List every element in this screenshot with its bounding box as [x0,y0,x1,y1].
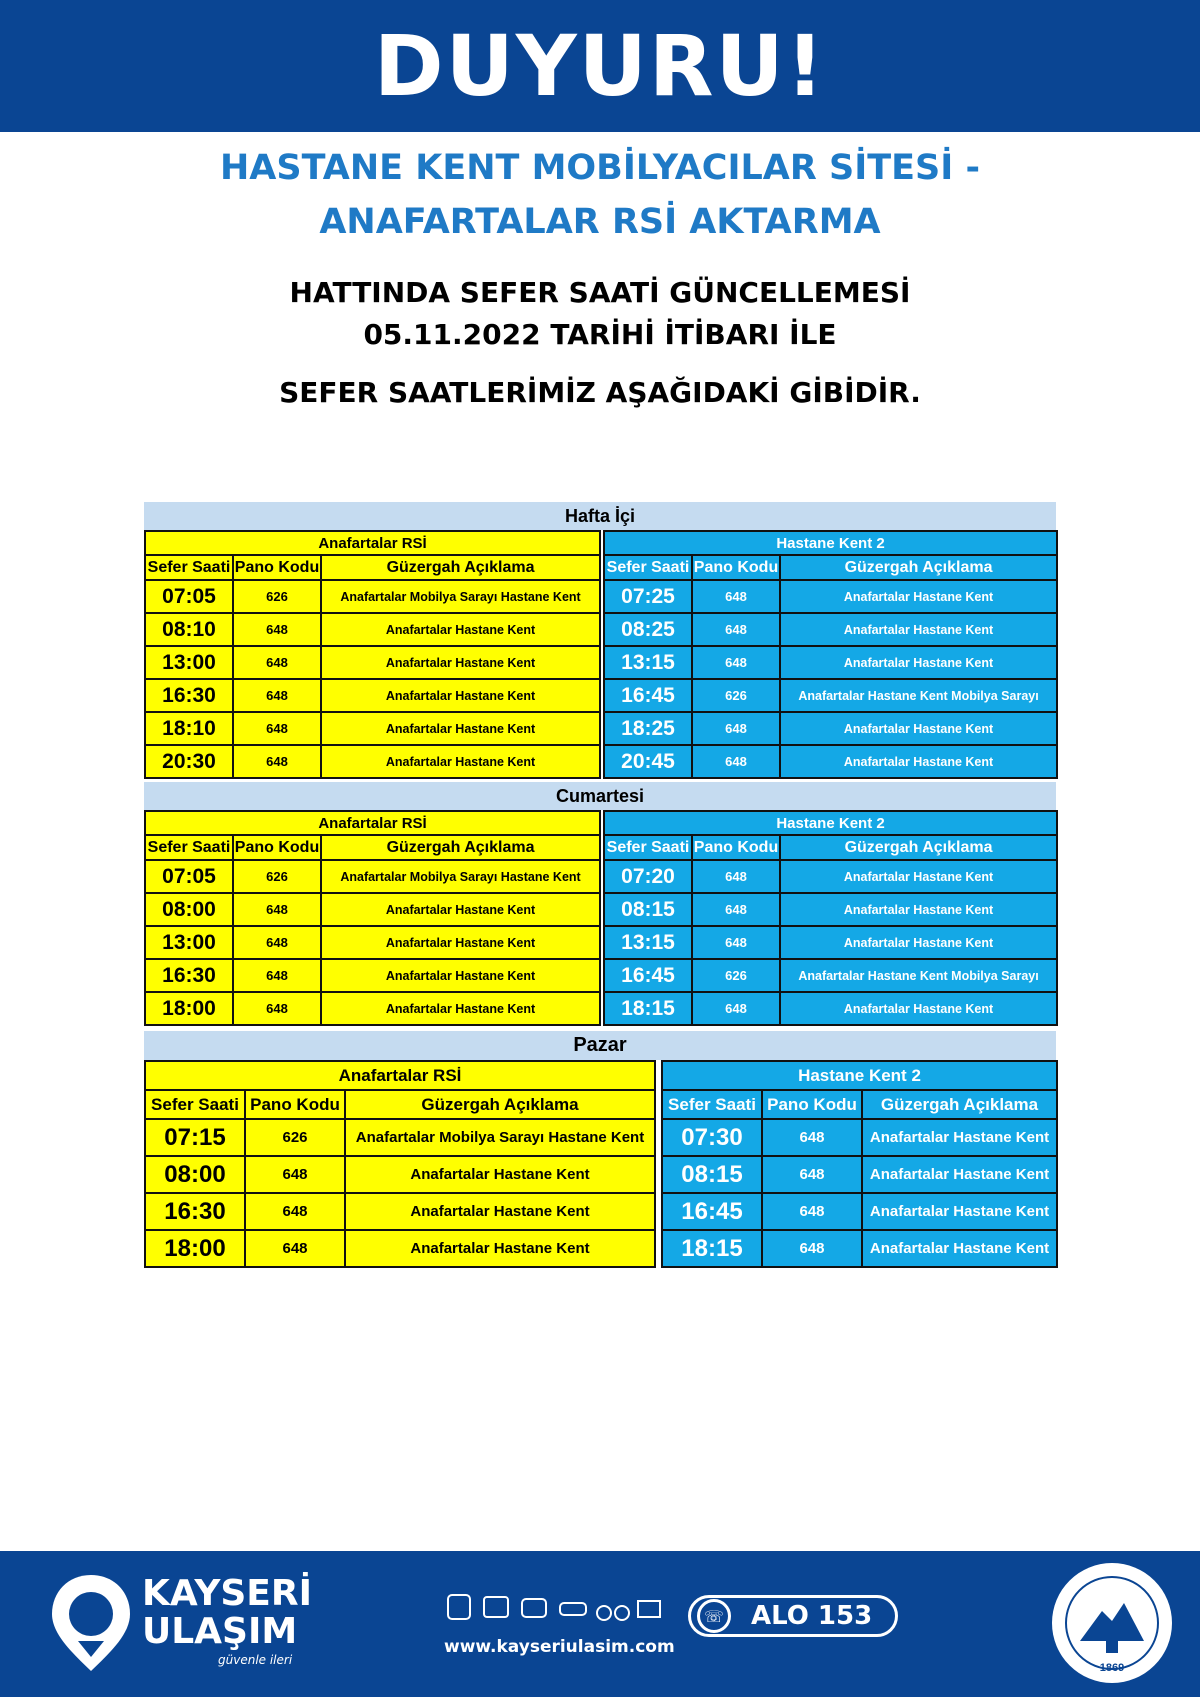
board-code: 648 [762,1119,862,1156]
departure-time: 16:30 [145,679,233,712]
footer [0,1551,1200,1697]
board-code: 648 [233,959,321,992]
municipality-seal-icon [1050,1561,1174,1685]
route-description: Anafartalar Hastane Kent [780,712,1057,745]
timetable-sunday-right [661,1060,1058,1268]
subtitle-3: SEFER SAATLERİMİZ AŞAĞIDAKİ GİBİDİR. [279,376,921,409]
brand-line-1: KAYSERİ [142,1573,313,1614]
departure-time: 18:10 [145,712,233,745]
departure-time: 07:25 [604,580,692,613]
table-row [604,926,1057,959]
route-description: Anafartalar Mobilya Sarayı Hastane Kent [345,1119,655,1156]
board-code: 648 [233,926,321,959]
slogan: güvenle ileri [218,1653,293,1667]
table-row [145,580,600,613]
board-code: 648 [692,613,780,646]
column-header-code: Pano Kodu [233,555,321,580]
route-description: Anafartalar Hastane Kent [780,992,1057,1025]
station-name: Anafartalar RSİ [145,1061,655,1090]
board-code: 648 [245,1156,345,1193]
board-code: 648 [692,893,780,926]
departure-time: 20:45 [604,745,692,778]
table-row [604,646,1057,679]
column-header-code: Pano Kodu [245,1090,345,1119]
board-code: 626 [233,860,321,893]
route-description: Anafartalar Hastane Kent [780,893,1057,926]
route-description: Anafartalar Hastane Kent [321,679,600,712]
departure-time: 16:30 [145,1193,245,1230]
route-description: Anafartalar Hastane Kent [780,860,1057,893]
timetable-saturday-right [603,810,1058,1026]
timetable-sunday-left [144,1060,656,1268]
departure-time: 20:30 [145,745,233,778]
table-row [662,1230,1057,1267]
column-header-time: Sefer Saati [604,555,692,580]
table-row [145,1193,655,1230]
section-title-sunday: Pazar [144,1031,1056,1060]
subtitle-2: 05.11.2022 TARİHİ İTİBARI İLE [363,318,837,351]
announcement-title: DUYURU! [373,17,827,115]
column-header-time: Sefer Saati [145,1090,245,1119]
departure-time: 08:15 [662,1156,762,1193]
board-code: 648 [692,646,780,679]
location-pin-logo-icon [48,1571,134,1675]
route-description: Anafartalar Hastane Kent [321,613,600,646]
departure-time: 08:25 [604,613,692,646]
departure-time: 18:15 [662,1230,762,1267]
route-description: Anafartalar Mobilya Sarayı Hastane Kent [321,860,600,893]
board-code: 648 [762,1193,862,1230]
column-header-route: Güzergah Açıklama [862,1090,1057,1119]
table-row [604,613,1057,646]
departure-time: 13:00 [145,646,233,679]
line-name-1: HASTANE KENT MOBİLYACILAR SİTESİ - [219,148,980,188]
station-name: Hastane Kent 2 [604,531,1057,555]
board-code: 648 [233,679,321,712]
board-code: 648 [245,1230,345,1267]
station-name: Anafartalar RSİ [145,811,600,835]
route-description: Anafartalar Hastane Kent [862,1119,1057,1156]
route-description: Anafartalar Hastane Kent Mobilya Sarayı [780,959,1057,992]
departure-time: 16:30 [145,959,233,992]
section-title-weekday: Hafta İçi [144,502,1056,530]
table-row [604,712,1057,745]
table-row [604,580,1057,613]
timetable-weekday-right [603,530,1058,779]
table-row [145,646,600,679]
departure-time: 07:05 [145,580,233,613]
column-header-code: Pano Kodu [692,835,780,860]
board-code: 648 [692,712,780,745]
table-row [145,860,600,893]
board-code: 648 [233,992,321,1025]
departure-time: 16:45 [604,679,692,712]
board-code: 648 [233,646,321,679]
table-row [604,679,1057,712]
board-code: 648 [762,1230,862,1267]
route-description: Anafartalar Hastane Kent [780,926,1057,959]
board-code: 648 [692,580,780,613]
table-row [604,893,1057,926]
board-code: 648 [692,926,780,959]
timetable-saturday-left [144,810,601,1026]
departure-time: 18:25 [604,712,692,745]
board-code: 626 [692,679,780,712]
board-code: 626 [233,580,321,613]
table-row [145,712,600,745]
board-code: 626 [692,959,780,992]
column-header-time: Sefer Saati [662,1090,762,1119]
board-code: 626 [245,1119,345,1156]
column-header-time: Sefer Saati [145,835,233,860]
table-row [145,926,600,959]
table-row [145,1156,655,1193]
tram-icon [448,1595,470,1619]
table-row [145,959,600,992]
website-link[interactable]: www.kayseriulasim.com [444,1637,675,1657]
table-row [145,1230,655,1267]
phone-icon: ☏ [697,1599,731,1633]
route-description: Anafartalar Hastane Kent [780,613,1057,646]
board-code: 648 [692,860,780,893]
departure-time: 08:10 [145,613,233,646]
board-code: 648 [233,893,321,926]
station-name: Anafartalar RSİ [145,531,600,555]
station-name: Hastane Kent 2 [604,811,1057,835]
table-row [662,1119,1057,1156]
subtitle-1: HATTINDA SEFER SAATİ GÜNCELLEMESİ [289,276,911,309]
table-row [145,1119,655,1156]
table-row [145,613,600,646]
board-code: 648 [233,712,321,745]
bus-icon [484,1597,508,1617]
announcement-banner [0,0,1200,132]
brand-line-2: ULAŞIM [142,1611,298,1652]
table-row [145,745,600,778]
departure-time: 18:00 [145,1230,245,1267]
card-icon [638,1601,660,1617]
route-description: Anafartalar Hastane Kent Mobilya Sarayı [780,679,1057,712]
route-description: Anafartalar Mobilya Sarayı Hastane Kent [321,580,600,613]
departure-time: 13:15 [604,926,692,959]
departure-time: 13:00 [145,926,233,959]
departure-time: 16:45 [604,959,692,992]
board-code: 648 [233,745,321,778]
column-header-route: Güzergah Açıklama [321,835,600,860]
departure-time: 08:00 [145,893,233,926]
route-description: Anafartalar Hastane Kent [321,992,600,1025]
route-description: Anafartalar Hastane Kent [780,745,1057,778]
column-header-time: Sefer Saati [145,555,233,580]
car-icon [560,1603,586,1615]
section-title-saturday: Cumartesi [144,782,1056,810]
departure-time: 13:15 [604,646,692,679]
departure-time: 16:45 [662,1193,762,1230]
board-code: 648 [762,1156,862,1193]
departure-time: 08:15 [604,893,692,926]
column-header-time: Sefer Saati [604,835,692,860]
hotline-badge[interactable] [688,1595,898,1637]
table-row [604,992,1057,1025]
board-code: 648 [692,992,780,1025]
table-row [662,1193,1057,1230]
table-row [604,745,1057,778]
route-description: Anafartalar Hastane Kent [862,1230,1057,1267]
column-header-code: Pano Kodu [692,555,780,580]
route-description: Anafartalar Hastane Kent [321,959,600,992]
route-description: Anafartalar Hastane Kent [321,646,600,679]
board-code: 648 [692,745,780,778]
route-description: Anafartalar Hastane Kent [862,1193,1057,1230]
station-name: Hastane Kent 2 [662,1061,1057,1090]
table-row [604,959,1057,992]
departure-time: 07:15 [145,1119,245,1156]
seal-year: 1869 [1099,1662,1125,1674]
column-header-route: Güzergah Açıklama [345,1090,655,1119]
route-description: Anafartalar Hastane Kent [345,1193,655,1230]
route-description: Anafartalar Hastane Kent [321,712,600,745]
table-row [145,992,600,1025]
hotline-number: ALO 153 [751,1601,873,1631]
departure-time: 07:20 [604,860,692,893]
departure-time: 18:00 [145,992,233,1025]
minibus-icon [522,1599,546,1617]
route-description: Anafartalar Hastane Kent [780,646,1057,679]
departure-time: 07:05 [145,860,233,893]
departure-time: 18:15 [604,992,692,1025]
line-name-2: ANAFARTALAR RSİ AKTARMA [319,202,881,242]
transport-modes-icons [444,1591,664,1625]
route-description: Anafartalar Hastane Kent [345,1156,655,1193]
board-code: 648 [245,1193,345,1230]
table-row [145,893,600,926]
column-header-route: Güzergah Açıklama [321,555,600,580]
brand-name [142,1575,312,1651]
board-code: 648 [233,613,321,646]
column-header-code: Pano Kodu [762,1090,862,1119]
departure-time: 07:30 [662,1119,762,1156]
route-description: Anafartalar Hastane Kent [321,926,600,959]
table-row [145,679,600,712]
column-header-route: Güzergah Açıklama [780,835,1057,860]
route-description: Anafartalar Hastane Kent [345,1230,655,1267]
timetable-weekday-left [144,530,601,779]
route-description: Anafartalar Hastane Kent [862,1156,1057,1193]
column-header-code: Pano Kodu [233,835,321,860]
departure-time: 08:00 [145,1156,245,1193]
table-row [662,1156,1057,1193]
route-description: Anafartalar Hastane Kent [780,580,1057,613]
route-description: Anafartalar Hastane Kent [321,745,600,778]
table-row [604,860,1057,893]
column-header-route: Güzergah Açıklama [780,555,1057,580]
bicycle-icon [597,1606,611,1620]
route-description: Anafartalar Hastane Kent [321,893,600,926]
